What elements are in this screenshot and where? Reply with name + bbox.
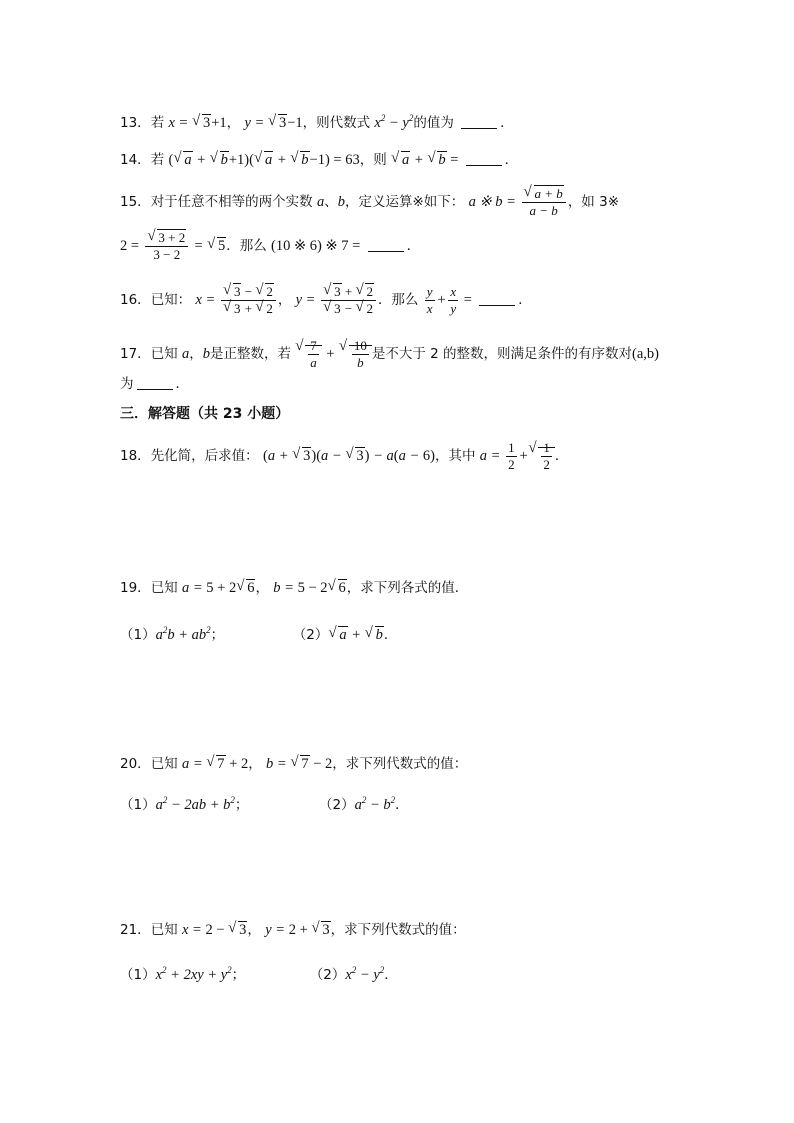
q15-number: 15．: [120, 193, 151, 210]
question-17-line2: 为 ．: [120, 376, 189, 392]
q13-y-def: y = √ 3−1: [244, 115, 302, 131]
q21-x-def: x = 2 − √ 3: [182, 922, 247, 938]
q19-a-def: a = 5 + 2√ 6: [182, 580, 255, 596]
q17-answer-blank[interactable]: [137, 375, 173, 390]
question-15: 15．对于任意不相等的两个实数 a、b，定义运算※如下： a ※ b = √ $\frac{a + b}{a - b}$ ，如 3※: [120, 186, 619, 219]
q15-expr: (10 ※ 6) ※ 7 =: [271, 238, 361, 254]
q19-part2-expr: √ a + √ b: [328, 627, 384, 643]
question-15-line2: 2 = √ $\frac{3 + 2}{3 - 2}$ = √ 5．那么 (10 ※ 6) ※ 7 = ．: [120, 230, 420, 263]
q13-x-def: x = √ 3+1: [168, 115, 226, 131]
q16-x-def: x = √ 3 − √ 2 √ 3 + √ 2: [195, 292, 277, 308]
question-20: 20．已知 a = √ 7 + 2， b = √ 7 − 2，求下列代数式的值：: [120, 754, 467, 774]
q16-number: 16．: [120, 291, 151, 308]
q17-expr: √ $\frac{7}{a}$ + √ $\frac{10}{b}$: [295, 346, 372, 362]
q20-b-def: b = √ 7 − 2: [266, 756, 332, 772]
q17-number: 17．: [120, 345, 151, 362]
q21-part2-expr: $x^2 - y^2$: [345, 965, 385, 983]
q15-example-result: √ 5: [207, 238, 226, 254]
q20-number: 20．: [120, 756, 151, 772]
q21-y-def: y = 2 + √ 3: [265, 922, 330, 938]
q19-part1-expr: $a^2b + ab^2$: [155, 625, 211, 643]
q21-number: 21．: [120, 922, 151, 938]
q15-example-fraction: √ $\frac{3 + 2}{3 - 2}$: [145, 230, 188, 263]
question-20-parts: $(1)a^2 - 2ab + b^2$； $(2)a^2 - b^2$．: [120, 795, 409, 813]
q14-answer-blank[interactable]: [466, 151, 502, 166]
q20-part2-expr: $a^2 - b^2$: [354, 795, 396, 813]
q15-answer-blank[interactable]: [368, 237, 404, 252]
q15-op-def: a ※ b = √ $\frac{a + b}{a - b}$: [469, 194, 568, 210]
question-14: 14．若 (√ a + √ b+1)(√ a + √ b−1) = 63，则 √ a + √ b = ．: [120, 150, 518, 170]
question-21-parts: $(1)x^2 + 2xy + y^2$； $(2)x^2 - y^2$．: [120, 965, 398, 983]
question-16: 16．已知： x = √ 3 − √ 2 √ 3 + √ 2 ， y = √ 3 + √ 2 √ 3 − √ 2 ．那么 $\frac{y}{x}$ + $\frac{x}{y}$ = ．: [120, 284, 532, 317]
question-19-parts: $(1)a^2b + ab^2$； （2）√ a + √ b．: [120, 620, 397, 645]
q18-expr: (a + √ 3)(a − √ 3) − a(a − 6): [263, 448, 435, 464]
q13-expr: $x^2 - y^2$: [374, 113, 414, 131]
q18-number: 18．: [120, 447, 151, 464]
q14-number: 14．: [120, 152, 151, 168]
q14-target: √ a + √ b =: [391, 152, 458, 168]
question-13: 13．若 x = √ 3+1， y = √ 3−1，则代数式 $x^2 - y^2$的值为 ．: [120, 108, 514, 133]
q18-a-value: a = $\frac{1}{2}$ + √ $\frac{1}{2}$: [480, 448, 555, 464]
q13-answer-blank[interactable]: [461, 114, 497, 129]
q21-part1-expr: $x^2 + 2xy + y^2$: [155, 965, 232, 983]
q20-a-def: a = √ 7 + 2: [182, 756, 248, 772]
q16-expr: $\frac{y}{x}$ + $\frac{x}{y}$ =: [426, 284, 472, 316]
q19-b-def: b = 5 − 2√ 6: [273, 580, 346, 596]
q13-number: 13．: [120, 115, 151, 131]
question-18: 18．先化简，后求值： (a + √ 3)(a − √ 3) − a(a − 6)，其中 a = $\frac{1}{2}$ + √ $\frac{1}{2}$ ．: [120, 440, 568, 473]
q20-part1-expr: $a^2 - 2ab + b^2$: [155, 795, 235, 813]
q19-number: 19．: [120, 580, 151, 596]
q16-y-def: y = √ 3 + √ 2 √ 3 − √ 2: [296, 292, 378, 308]
section-heading: 三．解答题（共 23 小题）: [120, 406, 290, 422]
question-19: 19．已知 a = 5 + 2√ 6， b = 5 − 2√ 6，求下列各式的值．: [120, 578, 468, 598]
q14-condition: (√ a + √ b+1)(√ a + √ b−1) = 63: [168, 152, 359, 168]
q16-answer-blank[interactable]: [479, 291, 515, 306]
question-17: 17．已知 a，b是正整数，若 √ $\frac{7}{a}$ + √ $\frac{10}{b}$ 是不大于 2 的整数，则满足条件的有序数对(a,b): [120, 338, 659, 371]
question-21: 21．已知 x = 2 − √ 3， y = 2 + √ 3，求下列代数式的值：: [120, 920, 466, 940]
